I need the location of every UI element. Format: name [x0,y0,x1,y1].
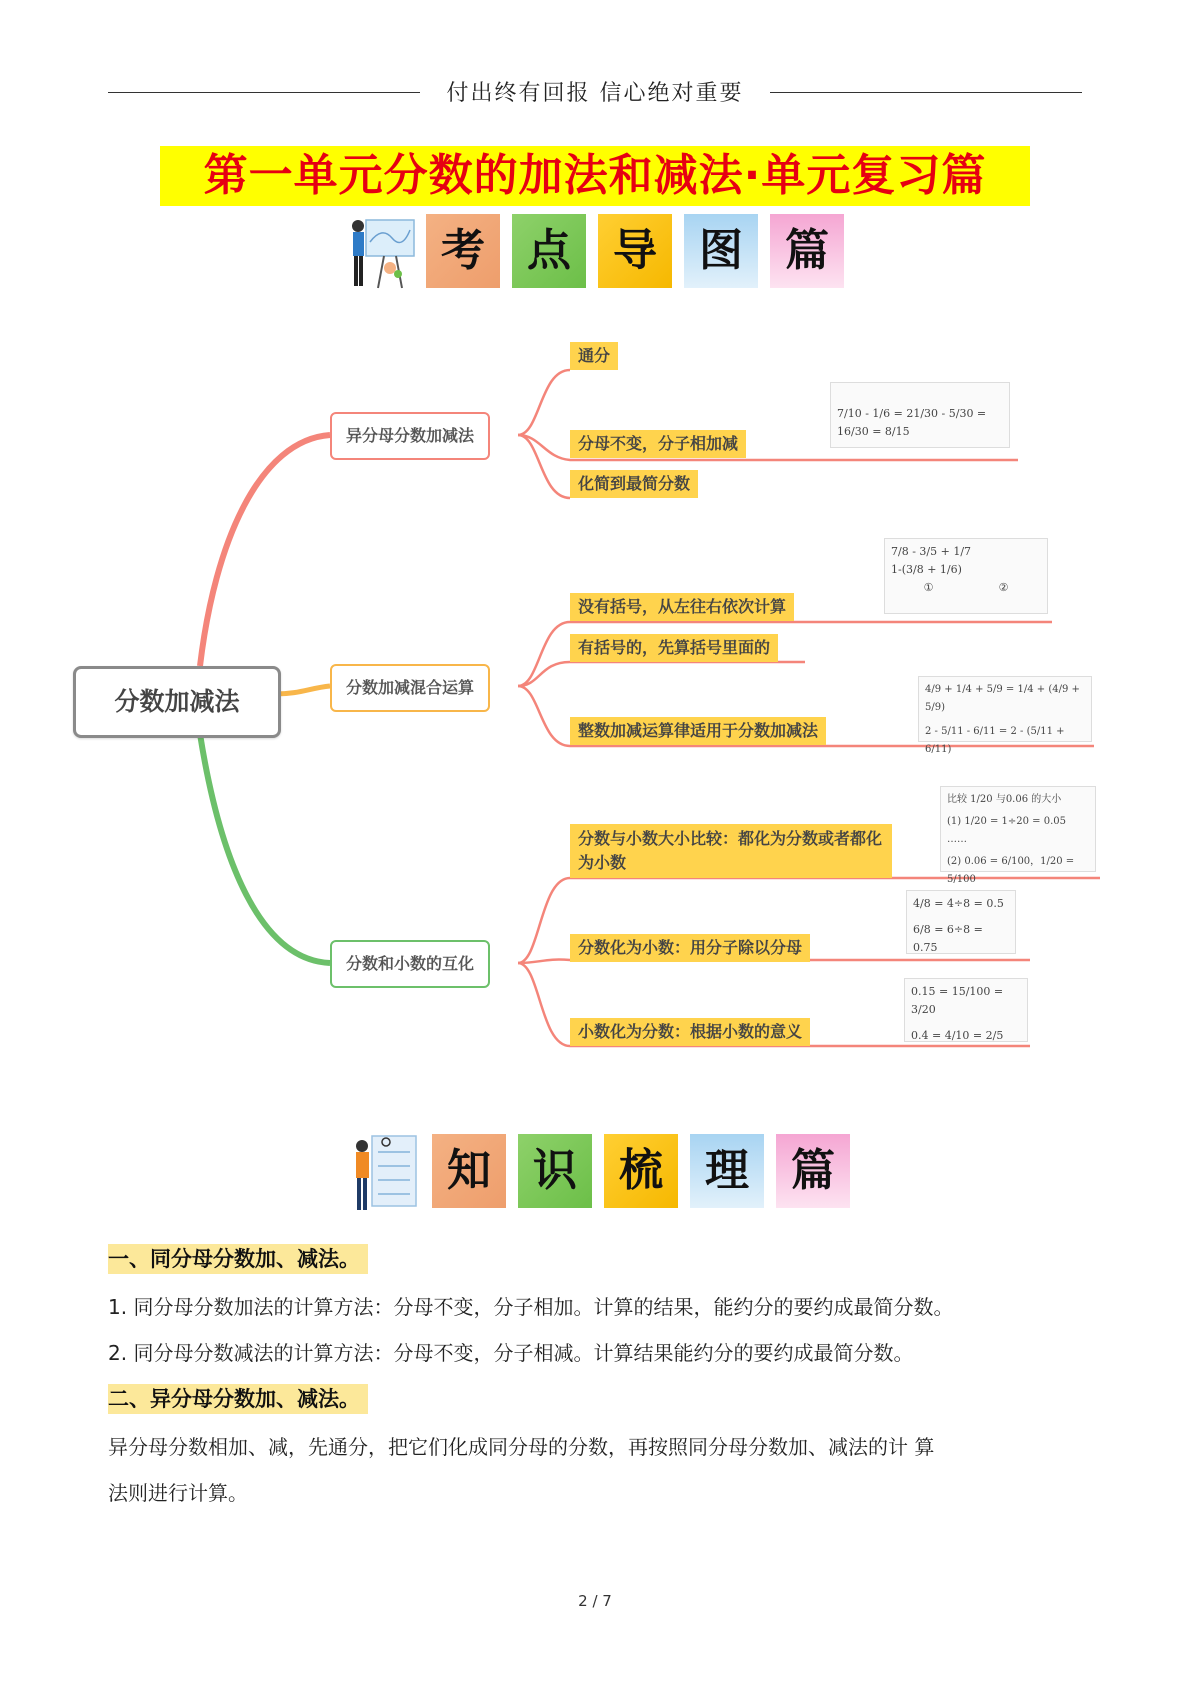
example-step-1: ① [923,581,934,594]
example-law-line-2: 2 - 5/11 - 6/11 = 2 - (5/11 + 6/11) [925,726,1065,755]
leaf-keep-denominator: 分母不变，分子相加减 [570,430,746,458]
banner1-tile-5: 篇 [770,214,844,288]
example-law-line-1: 4/9 + 1/4 + 5/9 = 1/4 + (4/9 + 5/9) [925,684,1080,713]
section-line: 2. 同分母分数减法的计算方法：分母不变，分子相减。计算结果能约分的要约成最简分数。 [108,1341,914,1365]
banner1-tile-2: 点 [512,214,586,288]
leaf-brackets-first: 有括号的，先算括号里面的 [570,634,778,662]
header-motto: 付出终有回报 信心绝对重要 [420,76,770,107]
section-line: 1. 同分母分数加法的计算方法：分母不变，分子相加。计算的结果，能约分的要约成最简分数。 [108,1295,954,1319]
leaf-decimal-to-fraction: 小数化为分数：根据小数的意义 [570,1018,810,1046]
banner2-tile-5: 篇 [776,1134,850,1208]
example-compare-line-1: 比较 1/20 与0.06 的大小 [947,794,1062,805]
example-expr-2: 1-(3/8 + 1/6) [891,563,962,576]
banner1-tile-4: 图 [684,214,758,288]
example-compare-line-3: (2) 0.06 = 6/100，1/20 = 5/100 [947,856,1075,885]
example-dtf-line-1: 0.15 = 15/100 = 3/20 [911,985,1004,1016]
banner2-tile-1: 知 [432,1134,506,1208]
teacher-illustration-2 [348,1132,422,1216]
example-ftd-line-2: 6/8 = 6÷8 = 0.75 [913,923,983,954]
section-line: 法则进行计算。 [108,1481,248,1505]
branch-unlike-denominators: 异分母分数加减法 [330,412,490,460]
example-dtf-line-2: 0.4 = 4/10 = 2/5 [911,1029,1004,1042]
leaf-integer-laws: 整数加减运算律适用于分数加减法 [570,717,826,745]
example-integer-laws [918,676,1092,755]
leaf-fraction-to-decimal: 分数化为小数：用分子除以分母 [570,934,810,962]
banner2-tile-4: 理 [690,1134,764,1208]
example-ftd-line-1: 4/8 = 4÷8 = 0.5 [913,897,1004,910]
example-unlike-denominators [830,382,1010,448]
banner2-tile-2: 识 [518,1134,592,1208]
example-order-of-operations [884,538,1048,614]
example-step-2: ② [998,581,1009,594]
example-decimal-to-fraction [904,978,1028,1042]
banner2-tile-3: 梳 [604,1134,678,1208]
branch-fraction-decimal: 分数和小数的互化 [330,940,490,988]
section-heading-like-denominators: 一、同分母分数加、减法。 [108,1244,368,1274]
section-line: 异分母分数相加、减，先通分，把它们化成同分母的分数，再按照同分母分数加、减法的计 算 [108,1435,935,1459]
example-fraction-to-decimal [906,890,1016,954]
example-compare-line-2: (1) 1/20 = 1÷20 = 0.05 …… [947,816,1067,845]
section-heading-unlike-denominators: 二、异分母分数加、减法。 [108,1384,368,1414]
mindmap-root: 分数加减法 [73,666,281,738]
banner1-tile-1: 考 [426,214,500,288]
example-compare [940,786,1096,885]
branch-mixed-operations: 分数加减混合运算 [330,664,490,712]
leaf-no-brackets: 没有括号，从左往右依次计算 [570,593,794,621]
leaf-simplify: 化简到最简分数 [570,470,698,498]
leaf-compare-size: 分数与小数大小比较：都化为分数或者都化为小数 [570,824,892,878]
page-title: 第一单元分数的加法和减法·单元复习篇 [160,146,1030,206]
page-number: 2 / 7 [578,1592,612,1610]
example-line: 7/10 - 1/6 = 21/30 - 5/30 = 16/30 = 8/15 [837,407,987,438]
leaf-common-denominator: 通分 [570,342,618,370]
banner1-tile-3: 导 [598,214,672,288]
example-expr-1: 7/8 - 3/5 + 1/7 [891,545,972,558]
